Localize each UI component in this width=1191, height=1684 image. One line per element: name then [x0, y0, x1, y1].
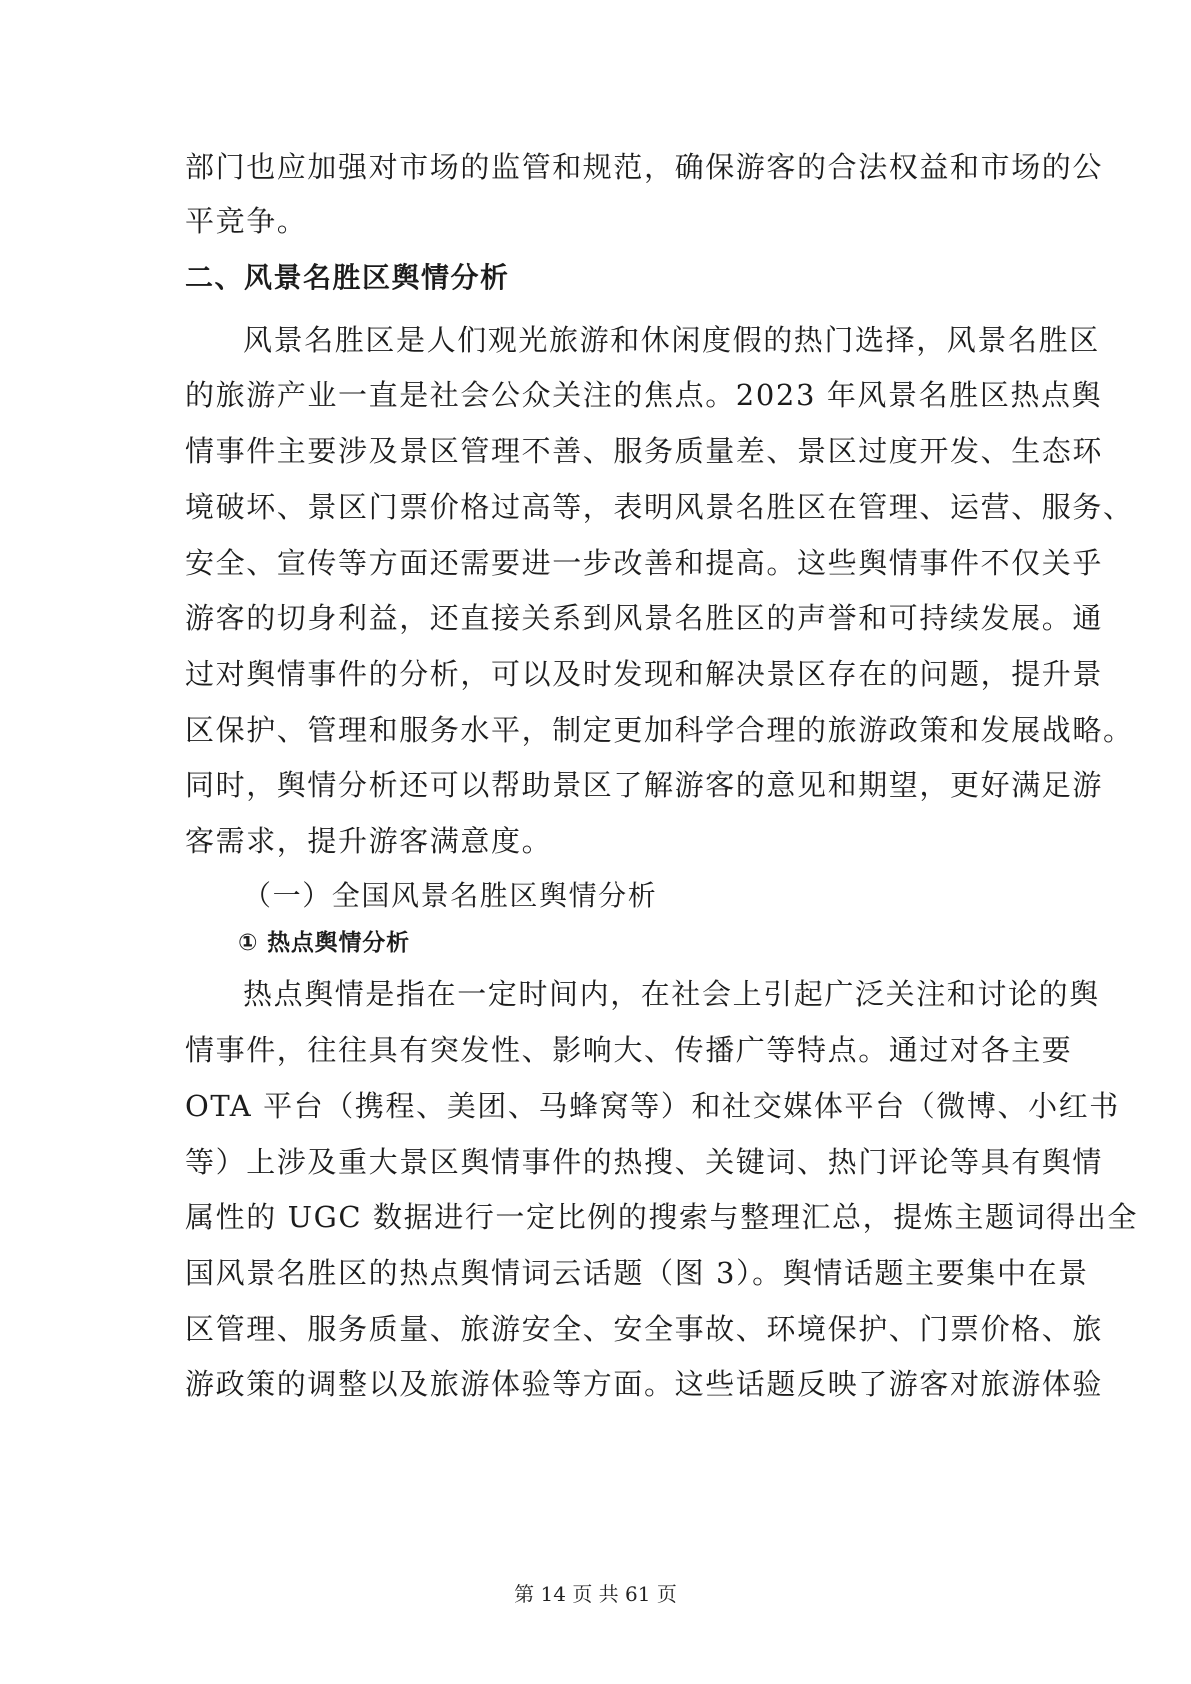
- paragraph-line: 过对舆情事件的分析，可以及时发现和解决景区存在的问题，提升景: [185, 657, 1104, 691]
- paragraph-line: 情事件，往往具有突发性、影响大、传播广等特点。通过对各主要: [185, 1033, 1073, 1067]
- footer-suffix: 页: [656, 1582, 677, 1606]
- footer-total-pages: 61: [625, 1582, 651, 1606]
- paragraph-line: 风景名胜区是人们观光旅游和休闲度假的热门选择，风景名胜区: [243, 323, 1100, 357]
- paragraph-line: 热点舆情是指在一定时间内，在社会上引起广泛关注和讨论的舆: [243, 977, 1100, 1011]
- paragraph-line: 属性的 UGC 数据进行一定比例的搜索与整理汇总，提炼主题词得出全: [185, 1200, 1139, 1234]
- paragraph-line: 国风景名胜区的热点舆情词云话题（图 3）。舆情话题主要集中在景: [185, 1256, 1089, 1290]
- footer-prefix: 第: [514, 1582, 535, 1606]
- paragraph-line: 客需求，提升游客满意度。: [185, 824, 553, 858]
- section-heading: 二、风景名胜区舆情分析: [185, 261, 510, 294]
- paragraph-line: 游政策的调整以及旅游体验等方面。这些话题反映了游客对旅游体验: [185, 1367, 1104, 1401]
- paragraph-line: 的旅游产业一直是社会公众关注的焦点。2023 年风景名胜区热点舆: [185, 378, 1103, 412]
- subsection-heading: （一）全国风景名胜区舆情分析: [243, 879, 658, 912]
- footer-middle: 页 共: [572, 1582, 619, 1606]
- paragraph-line: 部门也应加强对市场的监管和规范，确保游客的合法权益和市场的公: [185, 150, 1104, 184]
- paragraph-line: 平竞争。: [185, 204, 308, 238]
- paragraph-line: 区管理、服务质量、旅游安全、安全事故、环境保护、门票价格、旅: [185, 1312, 1104, 1346]
- paragraph-line: 境破坏、景区门票价格过高等，表明风景名胜区在管理、运营、服务、: [185, 490, 1134, 524]
- paragraph-line: 等）上涉及重大景区舆情事件的热搜、关键词、热门评论等具有舆情: [185, 1145, 1104, 1179]
- page-footer: [0, 1580, 1191, 1608]
- footer-page-number: 14: [540, 1582, 566, 1606]
- paragraph-line: 安全、宣传等方面还需要进一步改善和提高。这些舆情事件不仅关乎: [185, 546, 1104, 580]
- paragraph-line: OTA 平台（携程、美团、马蜂窝等）和社交媒体平台（微博、小红书: [185, 1089, 1120, 1123]
- subsubsection-heading: ① 热点舆情分析: [238, 930, 410, 956]
- paragraph-line: 游客的切身利益，还直接关系到风景名胜区的声誉和可持续发展。通: [185, 601, 1104, 635]
- paragraph-line: 区保护、管理和服务水平，制定更加科学合理的旅游政策和发展战略。: [185, 713, 1134, 747]
- paragraph-line: 情事件主要涉及景区管理不善、服务质量差、景区过度开发、生态环: [185, 434, 1104, 468]
- paragraph-line: 同时，舆情分析还可以帮助景区了解游客的意见和期望，更好满足游: [185, 768, 1104, 802]
